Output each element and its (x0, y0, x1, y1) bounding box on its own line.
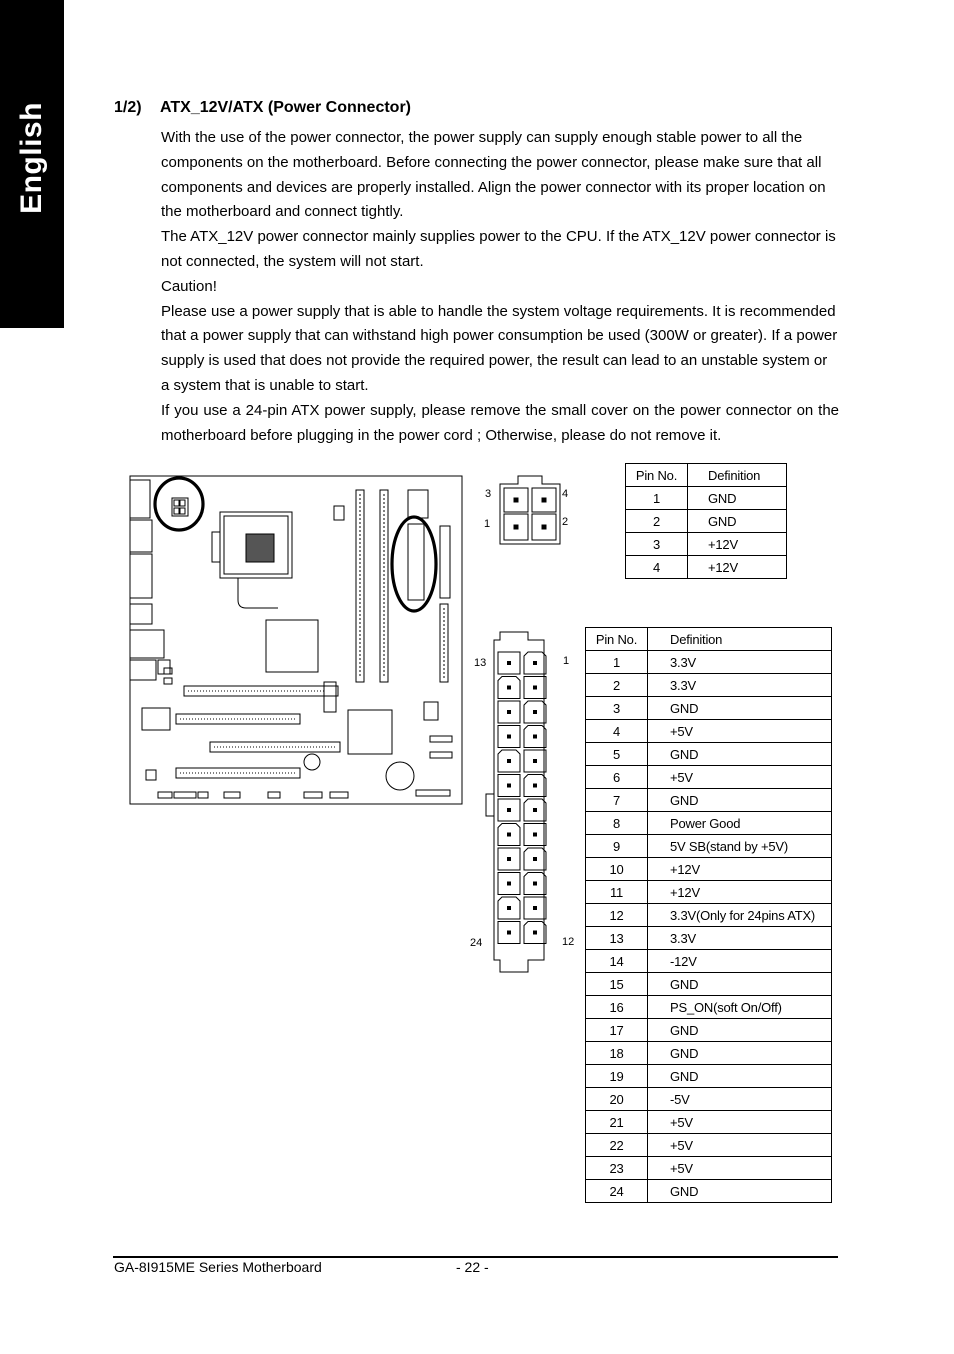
table-row (626, 510, 787, 533)
pin-definition: +12V (688, 533, 787, 556)
table-row (626, 487, 787, 510)
pin-definition: GND (688, 510, 787, 533)
language-tab-label: English (15, 102, 48, 214)
pin-definition: GND (688, 487, 787, 510)
table-row (586, 927, 832, 950)
language-tab (0, 0, 64, 328)
pin-number: 20 (586, 1088, 648, 1111)
pin-definition: +12V (688, 556, 787, 579)
atx12v-label-1: 1 (484, 518, 491, 530)
pin-definition: 3.3V (648, 674, 832, 697)
header-pin-no: Pin No. (586, 628, 648, 651)
pin-number: 1 (586, 651, 648, 674)
pin-number: 22 (586, 1134, 648, 1157)
table-row (586, 996, 832, 1019)
atx24-label-1: 1 (563, 655, 570, 667)
atx24-label-24: 24 (470, 937, 483, 949)
pin-number: 15 (586, 973, 648, 996)
paragraph-intro: With the use of the power connector, the power supply can supply enough stable power to all the components on the motherboard. Before connecting the power connector, please make sure that all components and devices are properly installed. Align the power connector with its proper location on the motherboard and connect tightly. (161, 129, 826, 221)
table-row (586, 743, 832, 766)
pin-number: 18 (586, 1042, 648, 1065)
atx12v-pin-table (625, 463, 787, 579)
pin-number: 14 (586, 950, 648, 973)
pin-number: 8 (586, 812, 648, 835)
table-row (586, 973, 832, 996)
pin-number: 4 (586, 720, 648, 743)
pin-number: 12 (586, 904, 648, 927)
pin-definition: GND (648, 697, 832, 720)
pin-definition: GND (648, 973, 832, 996)
pin-number: 5 (586, 743, 648, 766)
pin-definition: 5V SB(stand by +5V) (648, 835, 832, 858)
pin-number: 6 (586, 766, 648, 789)
section-number: 1/2) (114, 99, 142, 116)
atx24-label-12: 12 (562, 936, 575, 948)
atx24-connector-drawing (484, 630, 558, 976)
header-definition: Definition (688, 464, 787, 487)
table-header-row (626, 464, 787, 487)
table-row (586, 720, 832, 743)
pin-number: 16 (586, 996, 648, 1019)
pin-definition: +5V (648, 1134, 832, 1157)
table-header-row (586, 628, 832, 651)
pin-number: 3 (586, 697, 648, 720)
pin-number: 2 (586, 674, 648, 697)
pin-number: 21 (586, 1111, 648, 1134)
pin-number: 24 (586, 1180, 648, 1203)
pin-definition: 3.3V(Only for 24pins ATX) (648, 904, 832, 927)
atx12v-label-3: 3 (485, 488, 492, 500)
motherboard-diagram (128, 472, 466, 808)
pin-definition: 3.3V (648, 927, 832, 950)
table-row (586, 1180, 832, 1203)
footer-divider (113, 1256, 838, 1258)
pin-number: 23 (586, 1157, 648, 1180)
atx24-pin-table (585, 627, 832, 1203)
paragraph-caution: Please use a power supply that is able to handle the system voltage requirements. It is recommended that a power supply that can withstand high power consumption be used (300W or greater). If a power supply is used that does not provide the required power, the result can lead to an unstable system or a system that is unable to start. (161, 302, 838, 394)
pin-definition: GND (648, 1065, 832, 1088)
pin-number: 4 (626, 556, 688, 579)
table-row (586, 789, 832, 812)
footer-product-name: GA-8I915ME Series Motherboard (114, 1259, 322, 1275)
pin-definition: GND (648, 743, 832, 766)
table-row (626, 533, 787, 556)
atx12v-connector-drawing (498, 474, 562, 548)
table-row (586, 674, 832, 697)
table-row (586, 1157, 832, 1180)
table-row (586, 1065, 832, 1088)
header-pin-no: Pin No. (626, 464, 688, 487)
pin-number: 17 (586, 1019, 648, 1042)
pin-definition: PS_ON(soft On/Off) (648, 996, 832, 1019)
pin-number: 11 (586, 881, 648, 904)
pin-number: 13 (586, 927, 648, 950)
table-row (586, 697, 832, 720)
pin-definition: -5V (648, 1088, 832, 1111)
paragraph-24pin: If you use a 24-pin ATX power supply, please remove the small cover on the power connector on the motherboard before plugging in the power cord ; Otherwise, please do not remove it. (161, 401, 839, 444)
table-row (586, 766, 832, 789)
table-row (586, 904, 832, 927)
atx12v-label-2: 2 (562, 516, 569, 528)
table-row (586, 1042, 832, 1065)
paragraph-atx12v: The ATX_12V power connector mainly supplies power to the CPU. If the ATX_12V power connector is not connected, the system will not start. (161, 228, 836, 270)
pin-definition: Power Good (648, 812, 832, 835)
pin-number: 7 (586, 789, 648, 812)
pin-definition: +5V (648, 766, 832, 789)
pin-definition: GND (648, 1180, 832, 1203)
table-row (586, 881, 832, 904)
table-row (586, 651, 832, 674)
pin-number: 10 (586, 858, 648, 881)
table-row (586, 1088, 832, 1111)
header-definition: Definition (648, 628, 832, 651)
section-title: ATX_12V/ATX (Power Connector) (160, 99, 411, 116)
pin-definition: 3.3V (648, 651, 832, 674)
pin-definition: +5V (648, 1157, 832, 1180)
table-row (586, 858, 832, 881)
atx24-label-13: 13 (474, 657, 487, 669)
pin-number: 1 (626, 487, 688, 510)
pin-definition: GND (648, 789, 832, 812)
pin-definition: +5V (648, 720, 832, 743)
pin-definition: +5V (648, 1111, 832, 1134)
table-row (586, 1111, 832, 1134)
pin-definition: +12V (648, 858, 832, 881)
pin-number: 19 (586, 1065, 648, 1088)
caution-label: Caution! (161, 277, 217, 295)
pin-number: 9 (586, 835, 648, 858)
pin-definition: GND (648, 1019, 832, 1042)
table-row (586, 1019, 832, 1042)
pin-definition: +12V (648, 881, 832, 904)
table-row (586, 950, 832, 973)
atx12v-label-4: 4 (562, 488, 569, 500)
pin-definition: -12V (648, 950, 832, 973)
section-heading (114, 99, 411, 117)
body-text (161, 126, 839, 448)
footer-page-number: - 22 - (456, 1259, 489, 1275)
table-row (626, 556, 787, 579)
table-row (586, 812, 832, 835)
pin-definition: GND (648, 1042, 832, 1065)
table-row (586, 835, 832, 858)
pin-number: 3 (626, 533, 688, 556)
table-row (586, 1134, 832, 1157)
pin-number: 2 (626, 510, 688, 533)
